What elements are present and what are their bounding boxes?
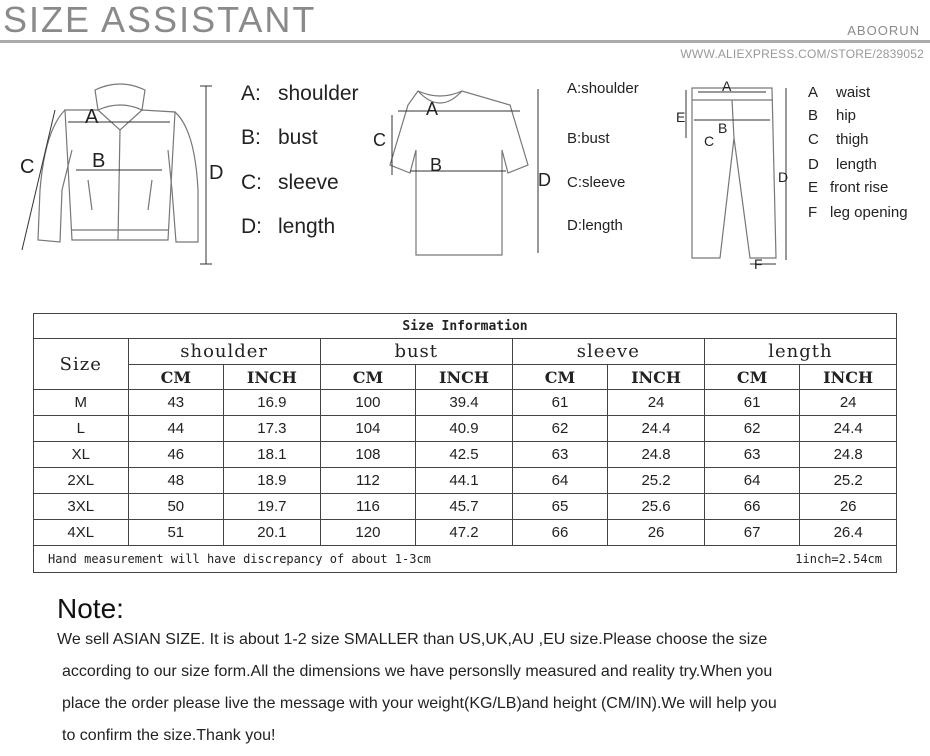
measurement-cell: 61 <box>512 390 607 416</box>
note-text <box>57 624 907 752</box>
pants-mark-a: A <box>722 78 732 94</box>
measurement-cell: 62 <box>704 416 799 442</box>
measurement-cell: 47.2 <box>416 520 513 546</box>
tshirt-legend-key: D: <box>567 217 582 234</box>
unit-header-inch: INCH <box>608 365 705 390</box>
pants-mark-b: B <box>718 120 728 136</box>
jacket-mark-d: D <box>209 162 224 184</box>
group-header-length: length <box>704 339 896 365</box>
pants-legend-key: A <box>808 84 819 101</box>
measurement-cell: 26 <box>800 494 897 520</box>
tshirt-mark-c: C <box>373 130 386 150</box>
table-footer <box>34 546 897 573</box>
measurement-cell: 24 <box>608 390 705 416</box>
unit-header-inch: INCH <box>800 365 897 390</box>
measurement-cell: 51 <box>128 520 224 546</box>
size-cell: 2XL <box>34 468 129 494</box>
measurement-cell: 18.9 <box>224 468 321 494</box>
tshirt-legend-item <box>567 80 639 97</box>
table-caption: Size Information <box>34 314 897 339</box>
measurement-cell: 100 <box>320 390 415 416</box>
measurement-cell: 17.3 <box>224 416 321 442</box>
measurement-cell: 64 <box>704 468 799 494</box>
tshirt-legend-key: B: <box>567 130 582 147</box>
size-cell: M <box>34 390 129 416</box>
unit-header-inch: INCH <box>416 365 513 390</box>
table-body <box>34 390 897 546</box>
tshirt-mark-d: D <box>538 170 551 190</box>
jacket-legend-text: shoulder <box>278 82 359 105</box>
measurement-cell: 39.4 <box>416 390 513 416</box>
measurement-cell: 62 <box>512 416 607 442</box>
store-url: WWW.ALIEXPRESS.COM/STORE/2839052 <box>680 47 924 61</box>
tshirt-legend-text: bust <box>581 130 610 147</box>
table-footer-row <box>34 546 897 573</box>
unit-header-cm: CM <box>512 365 607 390</box>
pants-legend-text: hip <box>836 107 857 124</box>
tshirt-legend-text: sleeve <box>582 174 626 191</box>
jacket-legend-text: bust <box>278 126 318 149</box>
pants-legend-text: thigh <box>836 131 869 148</box>
measurement-cell: 63 <box>704 442 799 468</box>
measurement-cell: 104 <box>320 416 415 442</box>
measurement-cell: 25.2 <box>800 468 897 494</box>
measurement-cell: 24 <box>800 390 897 416</box>
tshirt-illustration <box>370 75 550 260</box>
pants-legend-key: E <box>808 179 819 196</box>
measurement-cell: 25.2 <box>608 468 705 494</box>
measurement-cell: 112 <box>320 468 415 494</box>
pants-legend-key: F <box>808 204 818 221</box>
size-table <box>33 313 897 573</box>
measurement-disclaimer: Hand measurement will have discrepancy of about 1-3cm <box>48 552 431 566</box>
tshirt-legend-text: shoulder <box>581 80 639 97</box>
table-row <box>34 468 897 494</box>
table-row <box>34 390 897 416</box>
measurement-cell: 61 <box>704 390 799 416</box>
inch-conversion: 1inch=2.54cm <box>795 552 882 566</box>
measurement-cell: 24.4 <box>608 416 705 442</box>
unit-header-cm: CM <box>128 365 224 390</box>
measurement-cell: 26 <box>608 520 705 546</box>
measurement-cell: 24.8 <box>800 442 897 468</box>
table-unit-row <box>34 365 897 390</box>
tshirt-legend-key: C: <box>567 174 582 191</box>
pants-legend-text: leg opening <box>830 204 908 221</box>
tshirt-legend-item <box>567 174 625 191</box>
jacket-mark-b: B <box>92 150 106 172</box>
page-title: SIZE ASSISTANT <box>3 0 317 40</box>
tshirt-legend-key: A: <box>567 80 582 97</box>
measurement-cell: 63 <box>512 442 607 468</box>
table-row <box>34 442 897 468</box>
pants-mark-f: F <box>754 256 763 272</box>
pants-mark-e: E <box>676 109 686 125</box>
pants-legend-text: waist <box>836 84 871 101</box>
jacket-legend-key: D: <box>241 215 262 238</box>
pants-legend-key: C <box>808 131 819 148</box>
pants-mark-c: C <box>704 133 715 149</box>
size-column-header: Size <box>34 339 129 390</box>
note-line: according to our size form.All the dimensions we have personslly measured and reality try.When you <box>62 663 773 680</box>
note-line: to confirm the size.Thank you! <box>62 727 276 744</box>
measurement-cell: 18.1 <box>224 442 321 468</box>
pants-legend-key: B <box>808 107 819 124</box>
jacket-diagram <box>0 70 380 270</box>
jacket-legend-key: B: <box>241 126 261 149</box>
measurement-cell: 44 <box>128 416 224 442</box>
tshirt-legend-item <box>567 217 623 234</box>
jacket-legend-key: C: <box>241 171 262 194</box>
measurement-cell: 46 <box>128 442 224 468</box>
jacket-legend-text: sleeve <box>278 171 339 194</box>
measurement-cell: 116 <box>320 494 415 520</box>
note-line: place the order please live the message with your weight(KG/LB)and height (CM/IN).We will help you <box>62 695 777 712</box>
unit-header-inch: INCH <box>224 365 321 390</box>
measurement-cell: 24.4 <box>800 416 897 442</box>
measurement-cell: 120 <box>320 520 415 546</box>
table-row <box>34 416 897 442</box>
unit-header-cm: CM <box>320 365 415 390</box>
table-caption-row <box>34 314 897 339</box>
table-row <box>34 520 897 546</box>
table-group-row <box>34 339 897 365</box>
size-cell: 3XL <box>34 494 129 520</box>
measurement-cell: 19.7 <box>224 494 321 520</box>
measurement-cell: 24.8 <box>608 442 705 468</box>
tshirt-legend-item <box>567 130 610 147</box>
group-header-shoulder: shoulder <box>128 339 320 365</box>
measurement-cell: 42.5 <box>416 442 513 468</box>
size-cell: L <box>34 416 129 442</box>
header-divider <box>0 40 930 43</box>
jacket-mark-a: A <box>85 106 99 128</box>
measurement-cell: 50 <box>128 494 224 520</box>
pants-diagram <box>672 78 930 278</box>
pants-legend-text: length <box>836 156 877 173</box>
measurement-cell: 26.4 <box>800 520 897 546</box>
jacket-legend-key: A: <box>241 82 261 105</box>
group-header-bust: bust <box>320 339 512 365</box>
measurement-cell: 64 <box>512 468 607 494</box>
measurement-cell: 43 <box>128 390 224 416</box>
size-cell: XL <box>34 442 129 468</box>
tshirt-mark-a: A <box>426 99 439 119</box>
group-header-sleeve: sleeve <box>512 339 704 365</box>
measurement-cell: 16.9 <box>224 390 321 416</box>
jacket-legend-text: length <box>278 215 336 238</box>
measurement-cell: 67 <box>704 520 799 546</box>
tshirt-mark-b: B <box>430 155 443 175</box>
jacket-illustration <box>0 70 230 270</box>
brand-name: ABOORUN <box>847 23 920 38</box>
measurement-cell: 66 <box>512 520 607 546</box>
measurement-cell: 48 <box>128 468 224 494</box>
measurement-cell: 65 <box>512 494 607 520</box>
measurement-cell: 66 <box>704 494 799 520</box>
note-title: Note: <box>57 593 124 624</box>
measurement-cell: 25.6 <box>608 494 705 520</box>
tshirt-diagram <box>370 75 670 265</box>
measurement-cell: 108 <box>320 442 415 468</box>
jacket-mark-c: C <box>20 156 35 178</box>
tshirt-legend-text: length <box>582 217 623 234</box>
measurement-cell: 40.9 <box>416 416 513 442</box>
measurement-cell: 20.1 <box>224 520 321 546</box>
unit-header-cm: CM <box>704 365 799 390</box>
note-line: We sell ASIAN SIZE. It is about 1-2 size SMALLER than US,UK,AU ,EU size.Please choose the size <box>57 631 768 648</box>
size-cell: 4XL <box>34 520 129 546</box>
table-row <box>34 494 897 520</box>
pants-mark-d: D <box>778 169 789 185</box>
measurement-cell: 45.7 <box>416 494 513 520</box>
measurement-cell: 44.1 <box>416 468 513 494</box>
pants-legend-text: front rise <box>830 179 889 196</box>
pants-legend-key: D <box>808 156 819 173</box>
